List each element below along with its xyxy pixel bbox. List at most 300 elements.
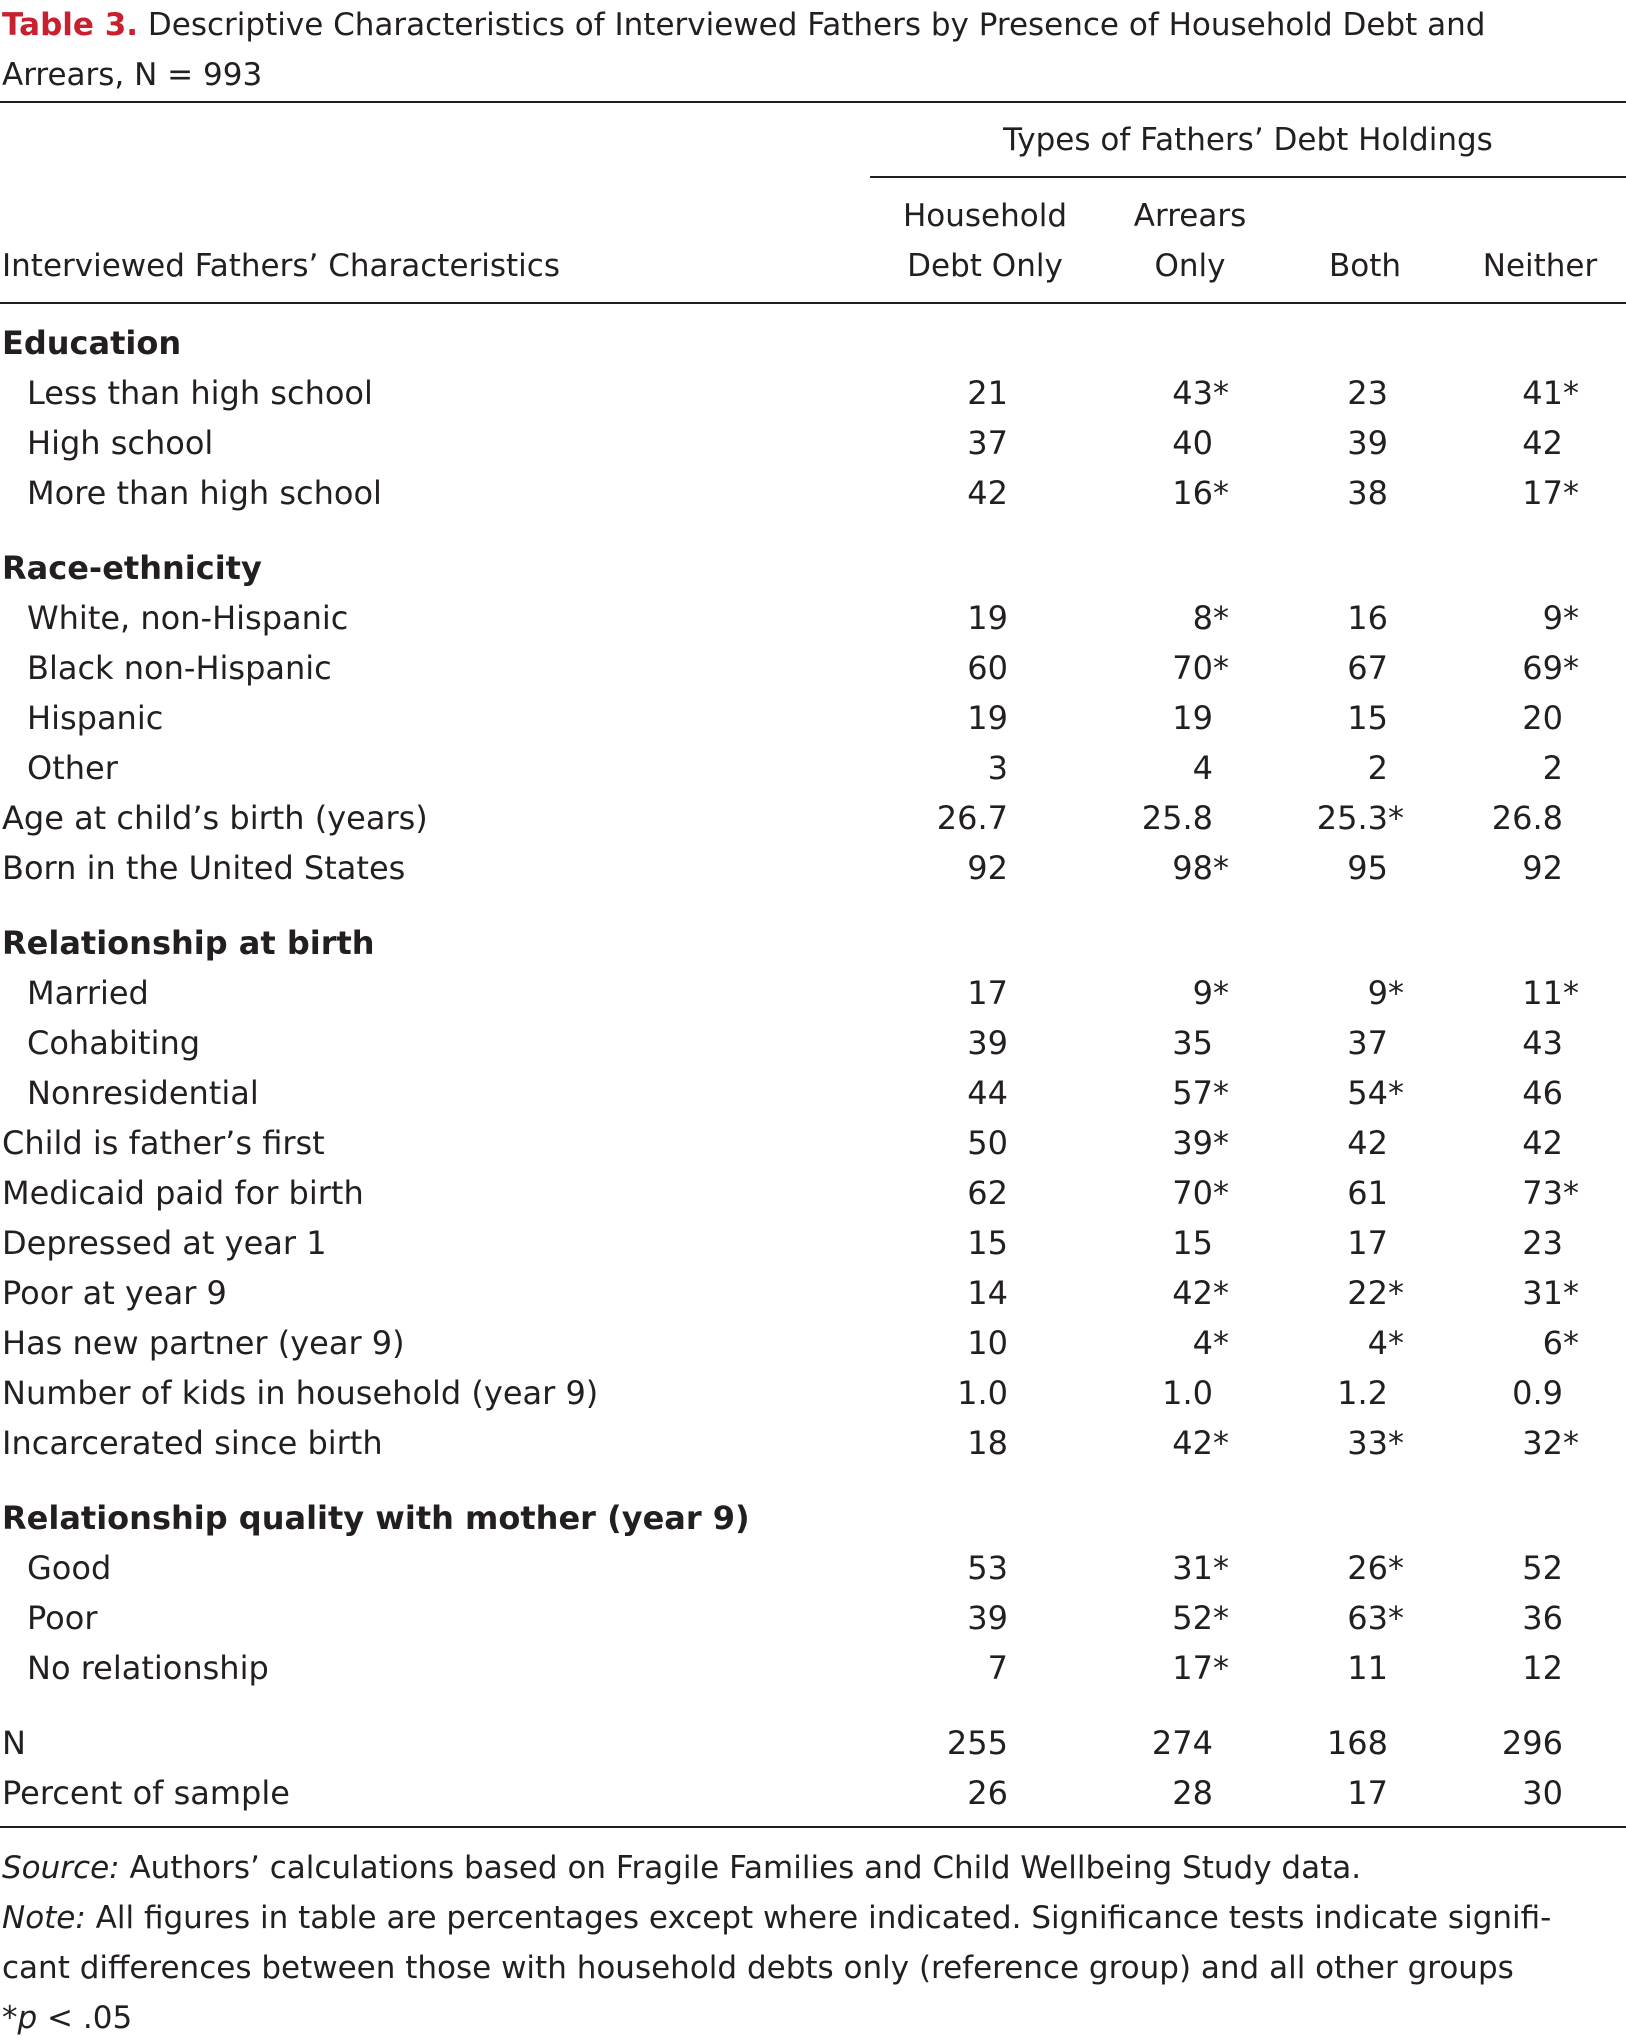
cell-value: 16 <box>1172 474 1213 512</box>
table-cell <box>1268 643 1408 693</box>
table-cell <box>1268 843 1408 893</box>
cell-value: 33 <box>1347 1424 1388 1462</box>
table-row <box>0 1593 1626 1643</box>
table-cell <box>1268 743 1408 793</box>
note-text: All figures in table are percentages except where indicated. Significance tests indicate signifi- <box>85 1900 1552 1936</box>
cell-value: 42 <box>967 474 1008 512</box>
significance-marker: * <box>1213 1599 1229 1637</box>
significance-marker: * <box>1563 1424 1579 1462</box>
cell-value: 7 <box>987 1649 1008 1687</box>
cell-value: 31 <box>1522 1274 1563 1312</box>
table-cell <box>1093 1643 1233 1693</box>
table-cell <box>1443 1593 1583 1643</box>
row-label: Other <box>27 749 118 787</box>
source-text: Authors’ calculations based on Fragile Families and Child Wellbeing Study data. <box>119 1850 1362 1886</box>
cell-value: 38 <box>1347 474 1388 512</box>
significance-marker: * <box>1388 1549 1404 1587</box>
row-label: Number of kids in household (year 9) <box>2 1374 599 1412</box>
table-cell <box>1443 1718 1583 1768</box>
table-cell <box>1443 1168 1583 1218</box>
cell-value: 274 <box>1151 1724 1213 1762</box>
table-row <box>0 743 1626 793</box>
table-cell <box>888 1593 1028 1643</box>
table-title <box>2 0 1602 100</box>
column-header-line: Debt Only <box>907 248 1063 284</box>
table-cell <box>888 1168 1028 1218</box>
table-cell <box>1268 1418 1408 1468</box>
table-cell <box>1443 468 1583 518</box>
table-cell <box>1093 593 1233 643</box>
row-label: Nonresidential <box>27 1074 259 1112</box>
section-heading <box>0 1493 1626 1543</box>
cell-value: 70 <box>1172 649 1213 687</box>
table-cell <box>1268 368 1408 418</box>
column-header-line: Arrears <box>1133 198 1247 234</box>
table-cell <box>1443 843 1583 893</box>
table-cell <box>1268 1118 1408 1168</box>
cell-value: 39 <box>967 1599 1008 1637</box>
cell-value: 40 <box>1172 424 1213 462</box>
row-label: Good <box>27 1549 112 1587</box>
cell-value: 98 <box>1172 849 1213 887</box>
table-caption: Descriptive Characteristics of Interviewed Fathers by Presence of Household Debt and <box>147 7 1486 43</box>
table-cell <box>1268 418 1408 468</box>
table-row <box>0 693 1626 743</box>
cell-value: 53 <box>967 1549 1008 1587</box>
table-caption-line2: Arrears, N = 993 <box>2 57 263 93</box>
cell-value: 54 <box>1347 1074 1388 1112</box>
table-cell <box>1443 418 1583 468</box>
table-cell <box>1093 1218 1233 1268</box>
table-row <box>0 1268 1626 1318</box>
table-cell <box>1093 1718 1233 1768</box>
table-cell <box>1093 468 1233 518</box>
cell-value: 46 <box>1522 1074 1563 1112</box>
table-cell <box>1268 968 1408 1018</box>
row-label: Percent of sample <box>2 1774 290 1812</box>
cell-value: 37 <box>967 424 1008 462</box>
table-cell <box>1093 1168 1233 1218</box>
cell-value: 1.0 <box>1162 1374 1213 1412</box>
table-cell <box>888 1318 1028 1368</box>
cell-value: 39 <box>1347 424 1388 462</box>
table-cell <box>1093 1318 1233 1368</box>
cell-value: 17 <box>1347 1774 1388 1812</box>
column-header-line: Neither <box>1482 248 1598 284</box>
column-header-line <box>1460 191 1620 241</box>
cell-value: 42 <box>1522 1124 1563 1162</box>
section-heading <box>0 918 1626 968</box>
cell-value: 44 <box>967 1074 1008 1112</box>
table-cell <box>888 1118 1028 1168</box>
cell-value: 62 <box>967 1174 1008 1212</box>
significance-marker: * <box>1213 849 1229 887</box>
cell-value: 52 <box>1172 1599 1213 1637</box>
table-cell <box>888 468 1028 518</box>
cell-value: 42 <box>1172 1274 1213 1312</box>
row-label: Race-ethnicity <box>2 549 262 587</box>
table-cell <box>1443 1643 1583 1693</box>
row-label: Medicaid paid for birth <box>2 1174 364 1212</box>
cell-value: 92 <box>967 849 1008 887</box>
row-label: Born in the United States <box>2 849 406 887</box>
table-row <box>0 1168 1626 1218</box>
row-label: Age at child’s birth (years) <box>2 799 428 837</box>
row-label: More than high school <box>27 474 382 512</box>
cell-value: 42 <box>1522 424 1563 462</box>
section-heading <box>0 543 1626 593</box>
table-row <box>0 1068 1626 1118</box>
cell-value: 6 <box>1542 1324 1563 1362</box>
cell-value: 17 <box>967 974 1008 1012</box>
significance-p: p <box>17 2000 38 2036</box>
cell-value: 9 <box>1542 599 1563 637</box>
table-row <box>0 418 1626 468</box>
table-cell <box>888 643 1028 693</box>
table-cell <box>1093 843 1233 893</box>
row-label: Relationship at birth <box>2 924 375 962</box>
cell-value: 255 <box>946 1724 1008 1762</box>
source-note <box>2 1843 1612 2043</box>
table-row <box>0 1318 1626 1368</box>
cell-value: 67 <box>1347 649 1388 687</box>
table-row <box>0 1018 1626 1068</box>
cell-value: 14 <box>967 1274 1008 1312</box>
table-cell <box>1268 1368 1408 1418</box>
significance-marker: * <box>1388 974 1404 1012</box>
row-label: Education <box>2 324 182 362</box>
cell-value: 35 <box>1172 1024 1213 1062</box>
table-row <box>0 1118 1626 1168</box>
table-cell <box>1443 368 1583 418</box>
cell-value: 10 <box>967 1324 1008 1362</box>
row-label: Poor <box>27 1599 98 1637</box>
table-cell <box>888 1768 1028 1818</box>
table-cell <box>1268 1768 1408 1818</box>
cell-value: 16 <box>1347 599 1388 637</box>
cell-value: 42 <box>1347 1124 1388 1162</box>
significance-marker: * <box>1388 799 1404 837</box>
cell-value: 22 <box>1347 1274 1388 1312</box>
table-cell <box>1443 793 1583 843</box>
table-row <box>0 1368 1626 1418</box>
table-cell <box>1268 793 1408 843</box>
table-cell <box>1093 1418 1233 1468</box>
significance-marker: * <box>1388 1274 1404 1312</box>
table-cell <box>888 1268 1028 1318</box>
significance-marker: * <box>1563 1324 1579 1362</box>
cell-value: 37 <box>1347 1024 1388 1062</box>
row-label: High school <box>27 424 214 462</box>
column-header-neither <box>1460 191 1620 291</box>
table-cell <box>1093 643 1233 693</box>
cell-value: 296 <box>1501 1724 1563 1762</box>
row-label: White, non-Hispanic <box>27 599 349 637</box>
cell-value: 20 <box>1522 699 1563 737</box>
cell-value: 2 <box>1367 749 1388 787</box>
cell-value: 18 <box>967 1424 1008 1462</box>
significance-marker: * <box>1213 599 1229 637</box>
row-label: Black non-Hispanic <box>27 649 332 687</box>
significance-marker: * <box>1213 1649 1229 1687</box>
table-cell <box>1268 1268 1408 1318</box>
section-heading <box>0 318 1626 368</box>
cell-value: 19 <box>1172 699 1213 737</box>
cell-value: 30 <box>1522 1774 1563 1812</box>
table-cell <box>1443 1068 1583 1118</box>
table-cell <box>1093 1018 1233 1068</box>
significance-marker: * <box>1563 374 1579 412</box>
significance-marker: * <box>1213 1274 1229 1312</box>
table-cell <box>1093 1768 1233 1818</box>
table-cell <box>1093 1268 1233 1318</box>
table-cell <box>888 1643 1028 1693</box>
cell-value: 69 <box>1522 649 1563 687</box>
cell-value: 11 <box>1522 974 1563 1012</box>
table-cell <box>1443 593 1583 643</box>
significance-threshold: < .05 <box>37 2000 133 2036</box>
table-cell <box>1443 1218 1583 1268</box>
cell-value: 25.8 <box>1141 799 1213 837</box>
note-text-continued: cant differences between those with household debts only (reference group) and all other groups <box>2 1950 1514 1986</box>
cell-value: 12 <box>1522 1649 1563 1687</box>
table-cell <box>1093 418 1233 468</box>
cell-value: 19 <box>967 699 1008 737</box>
cell-value: 63 <box>1347 1599 1388 1637</box>
significance-marker: * <box>1213 1124 1229 1162</box>
column-header-line: Household <box>902 198 1068 234</box>
cell-value: 17 <box>1347 1224 1388 1262</box>
note-label: Note: <box>2 1900 86 1936</box>
cell-value: 31 <box>1172 1549 1213 1587</box>
column-header-line: Both <box>1328 248 1402 284</box>
cell-value: 17 <box>1522 474 1563 512</box>
table-cell <box>1268 693 1408 743</box>
significance-marker: * <box>1388 1074 1404 1112</box>
cell-value: 4 <box>1367 1324 1388 1362</box>
table-cell <box>1443 1543 1583 1593</box>
row-label: Relationship quality with mother (year 9) <box>2 1499 750 1537</box>
cell-value: 15 <box>967 1224 1008 1262</box>
column-header-line <box>1290 191 1440 241</box>
table-row <box>0 593 1626 643</box>
cell-value: 52 <box>1522 1549 1563 1587</box>
table-cell <box>1268 1018 1408 1068</box>
significance-marker: * <box>1388 1599 1404 1637</box>
cell-value: 23 <box>1347 374 1388 412</box>
table-cell <box>1268 1543 1408 1593</box>
cell-value: 1.2 <box>1337 1374 1388 1412</box>
stub-header: Interviewed Fathers’ Characteristics <box>2 248 560 284</box>
cell-value: 43 <box>1172 374 1213 412</box>
table-cell <box>888 1418 1028 1468</box>
cell-value: 39 <box>967 1024 1008 1062</box>
table-cell <box>1443 1368 1583 1418</box>
cell-value: 9 <box>1192 974 1213 1012</box>
table-cell <box>1268 1168 1408 1218</box>
column-header-line: Only <box>1154 248 1226 284</box>
significance-marker: * <box>1213 1549 1229 1587</box>
table-cell <box>1443 693 1583 743</box>
cell-value: 0.9 <box>1512 1374 1563 1412</box>
table-cell <box>1443 1318 1583 1368</box>
cell-value: 70 <box>1172 1174 1213 1212</box>
table-cell <box>888 793 1028 843</box>
table-cell <box>1268 1318 1408 1368</box>
cell-value: 50 <box>967 1124 1008 1162</box>
table-cell <box>1268 1593 1408 1643</box>
significance-marker: * <box>1388 1324 1404 1362</box>
cell-value: 15 <box>1347 699 1388 737</box>
row-label: Has new partner (year 9) <box>2 1324 405 1362</box>
table-cell <box>888 1368 1028 1418</box>
table-cell <box>888 1018 1028 1068</box>
cell-value: 39 <box>1172 1124 1213 1162</box>
table-cell <box>1093 1118 1233 1168</box>
spanner-rule <box>870 176 1626 178</box>
table-cell <box>1268 593 1408 643</box>
cell-value: 26.7 <box>936 799 1008 837</box>
table-cell <box>1093 793 1233 843</box>
table-cell <box>888 418 1028 468</box>
table-cell <box>1443 1268 1583 1318</box>
table-cell <box>1093 1068 1233 1118</box>
cell-value: 15 <box>1172 1224 1213 1262</box>
table-cell <box>1443 643 1583 693</box>
cell-value: 4 <box>1192 1324 1213 1362</box>
table-row <box>0 1218 1626 1268</box>
cell-value: 95 <box>1347 849 1388 887</box>
row-label: Incarcerated since birth <box>2 1424 383 1462</box>
cell-value: 19 <box>967 599 1008 637</box>
table-row <box>0 1418 1626 1468</box>
significance-marker: * <box>1213 649 1229 687</box>
significance-marker: * <box>1563 649 1579 687</box>
table-cell <box>1268 1218 1408 1268</box>
header-rule <box>0 302 1626 304</box>
table-row <box>0 468 1626 518</box>
row-label: Hispanic <box>27 699 164 737</box>
cell-value: 60 <box>967 649 1008 687</box>
significance-marker: * <box>1213 474 1229 512</box>
table-cell <box>1443 968 1583 1018</box>
column-header-both <box>1290 191 1440 291</box>
significance-marker: * <box>1213 1074 1229 1112</box>
cell-value: 42 <box>1172 1424 1213 1462</box>
row-label: Married <box>27 974 149 1012</box>
table-cell <box>888 1068 1028 1118</box>
cell-value: 41 <box>1522 374 1563 412</box>
significance-marker: * <box>1213 1424 1229 1462</box>
table-cell <box>1268 1718 1408 1768</box>
cell-value: 1.0 <box>957 1374 1008 1412</box>
table-row <box>0 1718 1626 1768</box>
table-cell <box>1093 1593 1233 1643</box>
cell-value: 3 <box>987 749 1008 787</box>
significance-marker: * <box>1213 974 1229 1012</box>
significance-marker: * <box>1563 599 1579 637</box>
significance-marker: * <box>1213 374 1229 412</box>
cell-value: 28 <box>1172 1774 1213 1812</box>
cell-value: 26 <box>967 1774 1008 1812</box>
cell-value: 25.3 <box>1316 799 1388 837</box>
table-cell <box>888 368 1028 418</box>
table-cell <box>1093 1543 1233 1593</box>
row-label: Poor at year 9 <box>2 1274 227 1312</box>
bottom-rule <box>0 1826 1626 1828</box>
cell-value: 43 <box>1522 1024 1563 1062</box>
table-cell <box>888 593 1028 643</box>
cell-value: 23 <box>1522 1224 1563 1262</box>
table-row <box>0 643 1626 693</box>
table-row <box>0 968 1626 1018</box>
table-cell <box>1443 1118 1583 1168</box>
cell-value: 21 <box>967 374 1008 412</box>
significance-marker: * <box>1563 974 1579 1012</box>
column-header-arrears <box>1100 191 1280 291</box>
table-cell <box>1093 693 1233 743</box>
significance-marker: * <box>1213 1174 1229 1212</box>
table-row <box>0 793 1626 843</box>
table-cell <box>888 1543 1028 1593</box>
significance-marker: * <box>1388 1424 1404 1462</box>
table-row <box>0 1543 1626 1593</box>
cell-value: 17 <box>1172 1649 1213 1687</box>
table-cell <box>888 1218 1028 1268</box>
cell-value: 61 <box>1347 1174 1388 1212</box>
table-cell <box>1093 1368 1233 1418</box>
table-cell <box>1268 1068 1408 1118</box>
significance-marker: * <box>1563 1174 1579 1212</box>
row-label: Less than high school <box>27 374 373 412</box>
table-cell <box>1443 1018 1583 1068</box>
cell-value: 26.8 <box>1491 799 1563 837</box>
row-label: No relationship <box>27 1649 269 1687</box>
column-spanner: Types of Fathers’ Debt Holdings <box>1003 122 1493 158</box>
significance-marker: * <box>1563 1274 1579 1312</box>
table-cell <box>1443 1418 1583 1468</box>
table-cell <box>1093 743 1233 793</box>
top-rule <box>0 101 1626 103</box>
cell-value: 168 <box>1326 1724 1388 1762</box>
significance-marker: * <box>1563 474 1579 512</box>
cell-value: 57 <box>1172 1074 1213 1112</box>
table-row <box>0 1768 1626 1818</box>
table-cell <box>888 1718 1028 1768</box>
table-cell <box>1443 1768 1583 1818</box>
row-label: Depressed at year 1 <box>2 1224 327 1262</box>
table-cell <box>1443 743 1583 793</box>
cell-value: 11 <box>1347 1649 1388 1687</box>
cell-value: 2 <box>1542 749 1563 787</box>
table-cell <box>888 743 1028 793</box>
column-header-household-debt <box>880 191 1090 291</box>
cell-value: 26 <box>1347 1549 1388 1587</box>
significance-star: * <box>2 2000 18 2036</box>
table-cell <box>1093 368 1233 418</box>
table-row <box>0 368 1626 418</box>
table-cell <box>1268 468 1408 518</box>
cell-value: 8 <box>1192 599 1213 637</box>
row-label: N <box>2 1724 26 1762</box>
row-label: Child is father’s first <box>2 1124 325 1162</box>
row-label: Cohabiting <box>27 1024 201 1062</box>
cell-value: 4 <box>1192 749 1213 787</box>
table-cell <box>888 843 1028 893</box>
significance-marker: * <box>1213 1324 1229 1362</box>
table-row <box>0 1643 1626 1693</box>
cell-value: 36 <box>1522 1599 1563 1637</box>
